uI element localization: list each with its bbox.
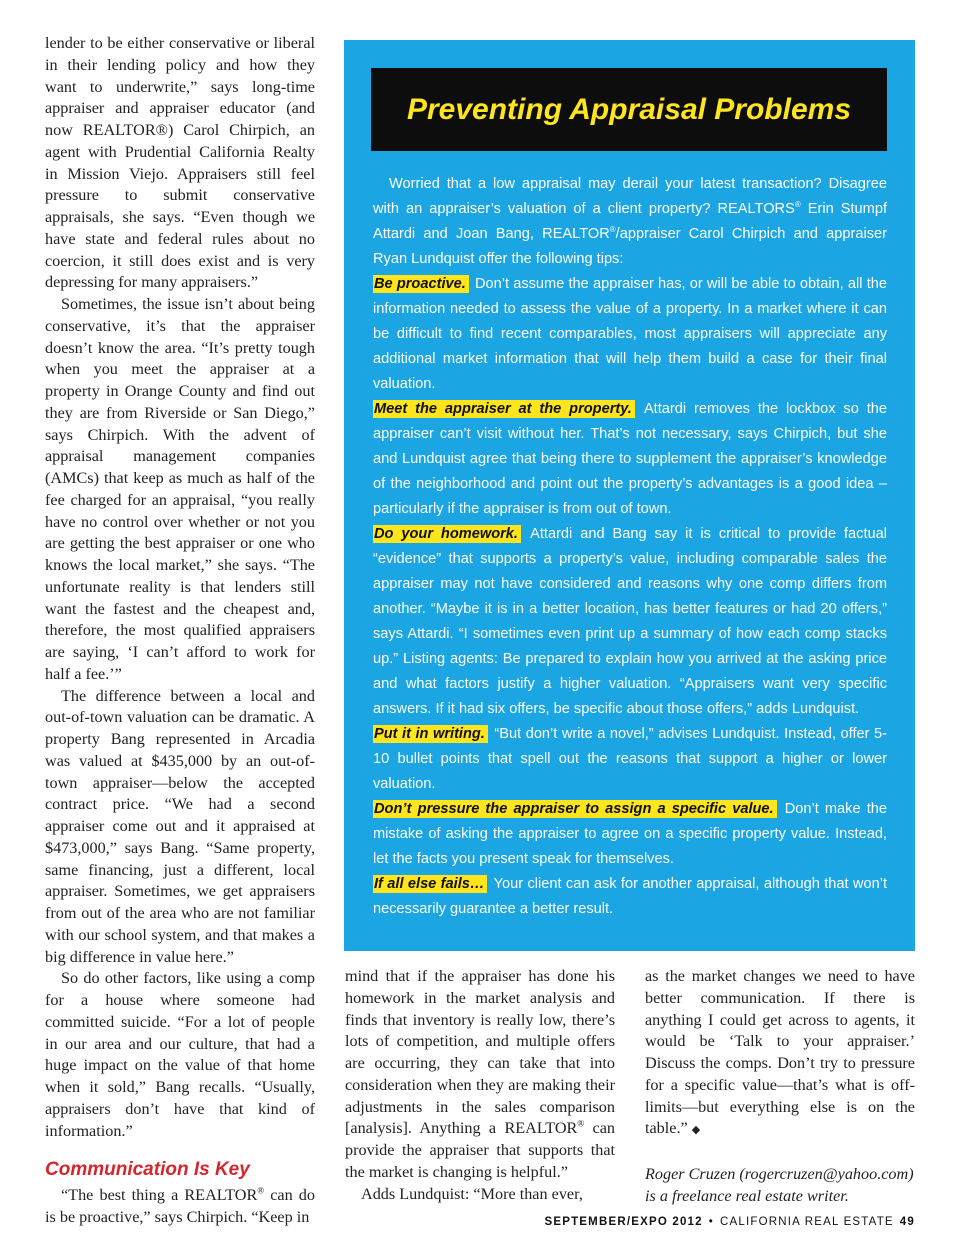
byline-line: is a freelance real estate writer. — [645, 1186, 849, 1205]
text-run: Erin Stumpf Attardi and Joan Bang, REALTOR — [373, 201, 887, 242]
tip-label: Don’t pressure the appraiser to assign a specific value. — [373, 800, 777, 818]
tip-text: Attardi and Bang say it is critical to provide factual “evidence” that supports a property’s value, including comparable sales the appraiser may not have considered and reasons why one comp differs from another. “Maybe it is in a better location, has better features or had 20 offers,” says Attardi. “I sometimes even print up a summary of how each comp stacks up.” Listing agents: Be prepared to explain how you arrived at the asking price and what factors justify a higher valuation. “Appraisers want very specific answers. If it had six offers, be specific about those offers,” adds Lundquist. — [373, 526, 887, 717]
page-number: 49 — [899, 1216, 915, 1228]
section-heading: Communication Is Key — [45, 1159, 250, 1181]
text-run: “The best thing a REALTOR — [61, 1186, 258, 1205]
article-paragraph: lender to be either conservative or liberal in their lending policy and how they want to underwrite,” says long-time appraiser and appraiser educator (and now REALTOR®) Carol Chirpich, an agent with Prudential California Realty in Mission Viejo. Appraisers still feel pressure to submit conservative appraisals, she says. “Even though we have state and federal rules about no coercion, it still does exist and is very depressing for many appraisers.” — [45, 34, 315, 292]
tip-item — [373, 722, 887, 797]
tip-label: If all else fails… — [373, 875, 487, 893]
article-paragraph — [645, 966, 915, 1142]
registered-mark: ® — [609, 225, 616, 235]
tip-item — [373, 522, 887, 722]
text-run: can provide the appraiser that supports that the market is changing is helpful.” — [345, 1119, 615, 1181]
article-paragraph — [45, 1185, 315, 1229]
article-column-3 — [645, 966, 915, 1208]
registered-mark: ® — [794, 200, 801, 210]
page-footer — [544, 1216, 915, 1228]
byline-line: Roger Cruzen (rogercruzen@yahoo.com) — [645, 1165, 914, 1183]
text-run: Worried that a low appraisal may derail your latest transaction? Disagree with an appraiser’s valuation of a client property? REALTORS — [373, 176, 887, 217]
text-run: can do is be proactive,” says Chirpich. “Keep in — [45, 1186, 315, 1226]
article-paragraph: Adds Lundquist: “More than ever, — [361, 1184, 583, 1203]
registered-mark: ® — [257, 1185, 265, 1196]
tip-text: “But don’t write a novel,” advises Lundquist. Instead, offer 5-10 bullet points that spell out the reasons that support a higher or lower valuation. — [373, 726, 887, 792]
end-mark-icon: ◆ — [691, 1124, 701, 1137]
tip-text: Don’t make the mistake of asking the appraiser to agree on a specific property value. Instead, let the facts you present speak for themselves. — [373, 801, 887, 867]
sidebar-intro — [373, 172, 887, 272]
tip-text: Your client can ask for another appraisal, although that won’t necessarily guarantee a better result. — [373, 876, 888, 917]
tip-item — [373, 797, 887, 872]
tip-item — [373, 397, 887, 522]
author-byline — [645, 1164, 915, 1208]
sidebar-box — [344, 40, 915, 951]
article-paragraph — [345, 966, 615, 1184]
text-run: mind that if the appraiser has done his homework in the market analysis and finds that inventory is really low, there’s lots of competition, and multiple offers are occurring, they can take that into consideration when they are making their adjustments in the sales comparison [analysis]. Anything a REALTOR — [345, 967, 615, 1138]
article-column-2 — [345, 966, 615, 1205]
publication-name: CALIFORNIA REAL ESTATE — [719, 1216, 894, 1228]
tip-text: Attardi removes the lockbox so the appraiser can’t visit without her. That’s not necessary, says Chirpich, but she and Lundquist agree that being there to supplement the appraiser’s knowledge of the neighborhood and point out the property’s advantages is a good idea – particularly if the appraiser is from out of town. — [373, 401, 887, 517]
text-run: as the market changes we need to have better communication. If there is anything I could get across to agents, it would be ‘Talk to your appraiser.’ Discuss the comps. Don’t try to pressure for a specific value—that’s what is off-limits—but everything else is on the table.” — [645, 967, 915, 1138]
text-run: /appraiser Carol Chirpich and appraiser Ryan Lundquist offer the following tips: — [373, 226, 887, 267]
tip-label: Meet the appraiser at the property. — [373, 400, 635, 418]
registered-mark: ® — [577, 1118, 585, 1129]
tip-label: Be proactive. — [373, 275, 469, 293]
tip-label: Do your homework. — [373, 525, 521, 543]
article-column-1 — [45, 33, 315, 1229]
article-paragraph: The difference between a local and out-of-town valuation can be dramatic. A property Bang represented in Arcadia was valued at $435,000 by an out-of-town appraiser—below the accepted contract price. “We had a second appraiser come out and it appraised at $473,000,” says Bang. “Same property, same financing, just a different, local appraiser. Sometimes, we get appraisers from out of the area who are not familiar with our school system, and that makes a big difference in value here.” — [45, 686, 315, 966]
bullet-separator: • — [708, 1216, 714, 1228]
tip-text: Don’t assume the appraiser has, or will be able to obtain, all the information needed to assess the value of a property. In a market where it can be difficult to find recent comparables, most appraisers will appreciate any additional market information that will help them build a case for their final valuation. — [373, 276, 887, 392]
sidebar-title: Preventing Appraisal Problems — [371, 68, 887, 151]
article-paragraph: Sometimes, the issue isn’t about being conservative, it’s that the appraiser doesn’t know the area. “It’s pretty tough when you meet the appraiser at a property in Orange County and find out they are from Riverside or San Diego,” says Chirpich. With the advent of appraisal management companies (AMCs) that keep as much as half of the fee charged for an appraisal, “you really have no control over whether or not you are getting the best appraiser or one who knows the local market,” she says. “The unfortunate reality is that lenders still want the fastest and the cheapest and, therefore, the most qualified appraisers are saying, ‘I can’t afford to work for half a fee.’” — [45, 295, 315, 683]
tip-label: Put it in writing. — [373, 725, 488, 743]
issue-date: SEPTEMBER/EXPO 2012 — [544, 1216, 703, 1228]
sidebar-body — [373, 172, 887, 922]
tip-item — [373, 272, 887, 397]
tip-item — [373, 872, 887, 922]
article-paragraph: So do other factors, like using a comp for a house where someone had committed suicide. “For a lot of people in our area and our culture, that had a huge impact on the value of that home when it sold,” Bang recalls. “Usually, appraisers don’t have that kind of information.” — [45, 969, 315, 1140]
